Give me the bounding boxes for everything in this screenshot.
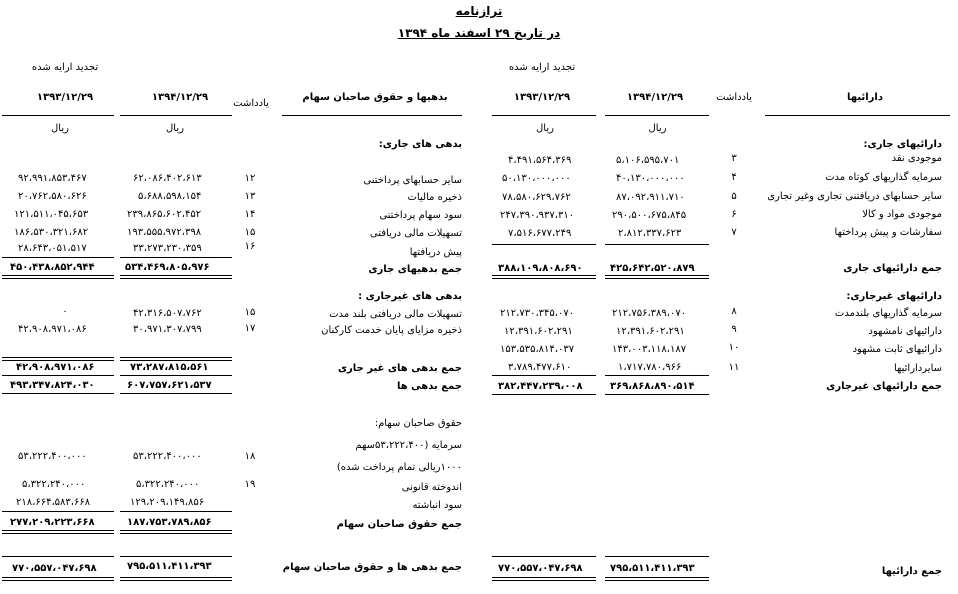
equity-capital-line2: ۱۰۰۰ریالی تمام پرداخت شده) [336, 462, 462, 473]
equity-total-label: جمع حقوق صاحبان سهام [336, 519, 462, 530]
asset-row-v1393: ۴،۴۹۱،۵۶۴،۳۶۹ [508, 155, 572, 166]
equity-capital-v1394: ۵۳،۲۲۲،۴۰۰،۰۰۰ [133, 451, 202, 462]
liab-row-label: تسهیلات مالی دریافتی بلند مدت [329, 309, 462, 320]
asset-row-v1394: ۱۲،۳۹۱،۶۰۲،۲۹۱ [616, 326, 685, 337]
liab-row-label: سایر حسابهای پرداختنی [363, 175, 462, 186]
assets-noncurrent-total-label: جمع دارائیهای غیرجاری [826, 381, 942, 392]
asset-row-v1393: ۲۱۲،۷۳۰،۳۴۵،۰۷۰ [500, 308, 575, 319]
asset-row-v1393: ۷،۵۱۶،۶۷۷،۲۴۹ [508, 228, 572, 239]
asset-row-note: ۶ [731, 209, 737, 220]
asset-row-v1394: ۱،۷۱۷،۷۸۰،۹۶۶ [618, 362, 682, 373]
liab-row-v1393: ۰ [62, 306, 68, 317]
equity-row-v1393: ۲۱۸،۶۶۴،۵۸۳،۶۶۸ [16, 497, 91, 508]
equity-row-note: ۱۹ [244, 479, 256, 490]
liab-row-v1394: ۱۹۳،۵۵۵،۹۷۲،۳۹۸ [127, 227, 202, 238]
liab-row-label: سود سهام پرداختنی [379, 210, 462, 221]
assets-grand-total-label: جمع دارائیها [881, 566, 942, 577]
asset-col-1393: ۱۳۹۳/۱۲/۲۹ [513, 92, 571, 103]
asset-row-note: ۸ [731, 306, 737, 317]
liab-total-v1393: ۴۹۳،۳۴۷،۸۲۴،۰۳۰ [10, 380, 95, 391]
liab-row-note: ۱۵ [244, 307, 256, 318]
liab-row-v1394: ۳۰،۹۷۱،۳۰۷،۷۹۹ [133, 324, 202, 335]
liab-row-note: ۱۴ [244, 209, 256, 220]
liab-row-v1394: ۵،۶۸۸،۵۹۸،۱۵۴ [138, 191, 202, 202]
asset-row-v1393: ۱۲،۳۹۱،۶۰۲،۲۹۱ [504, 326, 573, 337]
asset-row-note: ۳ [731, 153, 737, 164]
asset-row-v1394: ۱۴۳،۰۰۳،۱۱۸،۱۸۷ [612, 344, 687, 355]
liab-row-label: ذخیره مالیات [407, 192, 462, 203]
liab-current-total-label: جمع بدهیهای جاری [368, 264, 462, 275]
liab-row-note: ۱۷ [244, 323, 256, 334]
assets-noncurrent-total-v1394: ۳۶۹،۸۶۸،۸۹۰،۵۱۴ [610, 381, 695, 392]
asset-row-v1393: ۳،۷۸۹،۴۷۷،۶۱۰ [508, 362, 572, 373]
liab-equity-grand-total-v1393: ۷۷۰،۵۵۷،۰۴۷،۶۹۸ [12, 563, 97, 574]
liab-equity-grand-total-v1394: ۷۹۵،۵۱۱،۴۱۱،۳۹۳ [127, 561, 212, 572]
liab-row-v1393: ۲۰،۷۶۲،۵۸۰،۶۲۶ [18, 191, 87, 202]
liab-row-note: ۱۳ [244, 191, 256, 202]
asset-col-title: دارائیها [847, 92, 883, 103]
liab-row-note: ۱۲ [244, 173, 256, 184]
assets-noncurrent-total-v1393: ۳۸۲،۴۴۷،۲۳۹،۰۰۸ [498, 381, 583, 392]
liab-current-total-v1394: ۵۳۴،۴۶۹،۸۰۵،۹۷۶ [125, 262, 210, 273]
liab-col-1393: ۱۳۹۳/۱۲/۲۹ [36, 92, 94, 103]
liab-row-v1393: ۹۲،۹۹۱،۸۵۳،۴۶۷ [18, 173, 87, 184]
liab-total-label: جمع بدهی ها [397, 381, 462, 392]
liab-total-v1394: ۶۰۷،۷۵۷،۶۲۱،۵۳۷ [127, 380, 212, 391]
liab-row-v1394: ۳۳،۲۷۳،۲۳۰،۳۵۹ [133, 243, 202, 254]
liab-row-label: پیش دریافتها [409, 247, 462, 258]
asset-row-label: سایر حسابهای دریافتنی تجاری وغیر تجاری [767, 191, 942, 202]
liab-row-v1394: ۴۲،۳۱۶،۵۰۷،۷۶۲ [133, 308, 202, 319]
equity-total-v1394: ۱۸۷،۷۵۳،۷۸۹،۸۵۶ [127, 517, 212, 528]
liab-row-v1393: ۲۸،۶۴۳،۰۵۱،۵۱۷ [18, 243, 87, 254]
asset-row-label: دارائیهای نامشهود [868, 326, 942, 337]
equity-row-v1393: ۵،۳۲۲،۲۴۰،۰۰۰ [22, 479, 86, 490]
asset-row-v1393: ۲۴۷،۳۹۰،۹۳۷،۳۱۰ [500, 210, 575, 221]
assets-current-header: دارائیهای جاری: [863, 139, 942, 150]
equity-row-v1394: ۱۲۹،۲۰۹،۱۴۹،۸۵۶ [130, 497, 205, 508]
page-title: ترازنامه [455, 4, 503, 18]
asset-row-v1394: ۴۰،۱۳۰،۰۰۰،۰۰۰ [616, 173, 685, 184]
equity-row-label: اندوخته قانونی [401, 482, 462, 493]
liab-unit-1393: ریال [51, 123, 69, 134]
asset-row-v1394: ۲۱۲،۷۵۶،۳۸۹،۰۷۰ [612, 308, 687, 319]
liab-noncurrent-total-v1393: ۴۲،۹۰۸،۹۷۱،۰۸۶ [16, 362, 95, 373]
asset-row-label: سایردارائیها [893, 363, 942, 374]
liab-col-1394: ۱۳۹۴/۱۲/۲۹ [151, 92, 209, 103]
equity-total-v1393: ۲۷۷،۲۰۹،۲۲۳،۶۶۸ [10, 517, 95, 528]
asset-row-note: ۵ [731, 191, 737, 202]
liab-noncurrent-total-v1394: ۷۳،۲۸۷،۸۱۵،۵۶۱ [130, 362, 209, 373]
asset-col-note: یادداشت [716, 92, 752, 103]
asset-row-v1393: ۱۵۳،۵۳۵،۸۱۴،۰۳۷ [500, 344, 575, 355]
equity-capital-line1: سرمایه (۵۳،۲۲۲،۴۰۰سهم [355, 440, 462, 451]
equity-capital-v1393: ۵۳،۲۲۲،۴۰۰،۰۰۰ [18, 451, 87, 462]
restated-label-assets: تجدید ارایه شده [508, 62, 576, 73]
liab-row-v1393: ۴۲،۹۰۸،۹۷۱،۰۸۶ [18, 324, 87, 335]
equity-row-label: سود انباشته [412, 500, 462, 511]
liab-current-total-v1393: ۴۵۰،۴۳۸،۸۵۲،۹۴۴ [10, 262, 95, 273]
liab-col-title: بدهیها و حقوق صاحبان سهام [302, 92, 448, 103]
liab-unit-1394: ریال [166, 123, 184, 134]
liab-row-v1393: ۱۸۶،۵۳۰،۳۲۱،۶۸۲ [14, 227, 89, 238]
equity-capital-note: ۱۸ [244, 451, 256, 462]
asset-unit-1394: ریال [648, 123, 667, 134]
assets-current-total-label: جمع دارائیهای جاری [843, 263, 942, 274]
asset-row-label: دارائیهای ثابت مشهود [852, 344, 942, 355]
asset-row-v1394: ۲۹۰،۵۰۰،۶۷۵،۸۴۵ [612, 210, 687, 221]
asset-col-1394: ۱۳۹۴/۱۲/۲۹ [626, 92, 684, 103]
liab-row-label: ذخیره مزایای پایان خدمت کارکنان [321, 325, 462, 336]
liab-equity-grand-total-label: جمع بدهی ها و حقوق صاحبان سهام [282, 562, 462, 573]
asset-row-note: ۱۰ [728, 342, 740, 353]
liab-row-label: تسهیلات مالی دریافتی [369, 228, 462, 239]
asset-row-label: سرمایه گذاریهای کوتاه مدت [825, 172, 942, 183]
asset-row-label: موجودی نقد [891, 153, 942, 164]
asset-row-label: موجودی مواد و کالا [862, 209, 942, 220]
asset-unit-1393: ریال [536, 123, 554, 134]
asset-row-v1393: ۷۸،۵۸۰،۶۲۹،۷۶۲ [502, 192, 571, 203]
date-line: در تاریخ ۲۹ اسفند ماه ۱۳۹۴ [397, 26, 561, 40]
assets-current-total-v1393: ۳۸۸،۱۰۹،۸۰۸،۶۹۰ [498, 263, 583, 274]
asset-row-note: ۱۱ [728, 362, 740, 373]
asset-row-v1394: ۵،۱۰۶،۵۹۵،۷۰۱ [616, 155, 680, 166]
asset-row-v1393: ۵۰،۱۳۰،۰۰۰،۰۰۰ [502, 173, 571, 184]
equity-row-v1394: ۵،۳۲۲،۲۴۰،۰۰۰ [136, 479, 200, 490]
restated-label-liab: تجدید ارایه شده [31, 62, 99, 73]
liab-row-v1394: ۲۳۹،۸۶۵،۶۰۲،۴۵۲ [127, 209, 202, 220]
liab-row-v1394: ۶۲،۰۸۶،۴۰۲،۶۱۳ [133, 173, 202, 184]
assets-noncurrent-header: دارائیهای غیرجاری: [846, 291, 942, 302]
asset-row-label: سفارشات و پیش پرداختها [834, 227, 942, 238]
assets-grand-total-v1394: ۷۹۵،۵۱۱،۴۱۱،۳۹۳ [610, 563, 695, 574]
assets-current-total-v1394: ۴۲۵،۶۴۲،۵۲۰،۸۷۹ [610, 263, 695, 274]
asset-row-note: ۴ [731, 172, 737, 183]
liab-noncurrent-total-label: جمع بدهی های غیر جاری [337, 363, 462, 374]
asset-row-label: سرمایه گذاریهای بلندمدت [834, 308, 942, 319]
asset-row-v1394: ۸۷،۰۹۲،۹۱۱،۷۱۰ [616, 192, 685, 203]
liab-noncurrent-header: بدهی های غیرجاری : [358, 291, 462, 302]
liab-row-note: ۱۵ [244, 227, 256, 238]
asset-row-note: ۹ [731, 324, 737, 335]
liab-row-note: ۱۶ [244, 241, 256, 252]
liab-current-header: بدهی های جاری: [378, 139, 462, 150]
assets-grand-total-v1393: ۷۷۰،۵۵۷،۰۴۷،۶۹۸ [498, 563, 583, 574]
asset-row-v1394: ۲،۸۱۲،۳۳۷،۶۲۳ [618, 228, 682, 239]
equity-header: حقوق صاحبان سهام: [374, 418, 462, 429]
asset-row-note: ۷ [731, 227, 737, 238]
liab-row-v1393: ۱۲۱،۵۱۱،۰۴۵،۶۵۳ [14, 209, 89, 220]
liab-col-note: یادداشت [233, 98, 269, 109]
